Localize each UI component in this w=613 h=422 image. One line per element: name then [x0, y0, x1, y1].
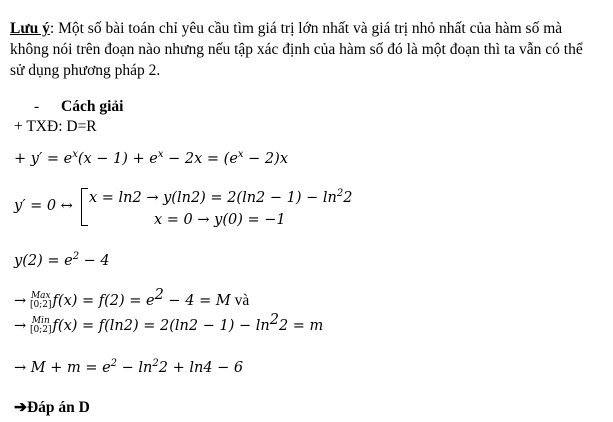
system-case-2: x = 0 → y(0) = −1: [154, 212, 286, 228]
derivative-part-2: − 2x = (e: [163, 151, 238, 167]
sum-end: 2 + ln4 − 6: [158, 360, 244, 376]
system-bracket: [81, 188, 88, 226]
note-line-1: [10, 19, 562, 39]
note-line-3: sử dụng phương pháp 2.: [10, 62, 161, 79]
system-case-1: [89, 188, 352, 208]
min-operator-bottom: [0;2]: [30, 325, 52, 336]
min-exp: 2: [269, 312, 279, 328]
note-label: Lưu ý: [10, 20, 50, 37]
max-operator-bottom: [0;2]: [30, 300, 52, 311]
note-line-2: không nói trên đoạn nào nhưng nếu tập xác định của hàm số đó là một đoạn thì ta vẫn có thể: [10, 41, 583, 58]
sum-exp-2: 2: [152, 358, 159, 369]
min-body: f(x) = f(ln2) = 2(ln2 − 1) − ln: [52, 318, 270, 334]
max-operator-top: Max: [30, 291, 51, 302]
y2-line: [14, 251, 110, 271]
max-operator: [30, 292, 52, 310]
system-case-1-text: x = ln2 → y(ln2) = 2(ln2 − 1) − ln: [89, 190, 337, 206]
y2-exp: 2: [72, 251, 80, 262]
derivative-prefix: + y′ = e: [14, 151, 73, 167]
min-end: 2 = m: [278, 318, 324, 334]
max-end: − 4 = M: [163, 293, 231, 309]
sum-line: [14, 358, 243, 378]
derivative-exp-2: x: [157, 149, 164, 160]
min-operator: [30, 317, 52, 335]
min-line: [14, 312, 324, 336]
derivative-part-1: (x − 1) + e: [77, 151, 158, 167]
method-heading-text: Cách giải: [61, 98, 124, 115]
derivative-exp-1: x: [72, 149, 78, 160]
y2-text: y(2) = e: [14, 253, 73, 269]
system-case-1-exp: 2: [336, 188, 344, 199]
max-line: [14, 287, 250, 311]
domain-line: + TXĐ: D=R: [14, 118, 97, 135]
note-line-1-text: : Một số bài toán chỉ yêu cầu tìm giá trị lớn nhất và giá trị nhỏ nhất của hàm số mà: [49, 20, 563, 37]
min-arrow: →: [14, 318, 27, 334]
y2-end: − 4: [79, 253, 110, 269]
max-arrow: →: [14, 293, 27, 309]
max-exp: 2: [154, 287, 164, 303]
system-case-1-end: 2: [343, 190, 353, 206]
derivative-line: [14, 149, 288, 169]
method-heading: [34, 97, 123, 117]
method-dash: -: [34, 98, 40, 115]
max-suffix: và: [230, 292, 250, 309]
answer-line: ➔Đáp án D: [14, 399, 90, 416]
max-body: f(x) = f(2) = e: [52, 293, 155, 309]
derivative-exp-3: x: [237, 149, 244, 160]
derivative-part-3: − 2)x: [243, 151, 288, 167]
sum-text: → M + m = e: [14, 360, 111, 376]
critical-point-lhs: y′ = 0 ↔: [14, 198, 73, 214]
min-operator-top: Min: [31, 316, 50, 327]
sum-exp-1: 2: [110, 358, 118, 369]
sum-mid: − ln: [117, 360, 153, 376]
